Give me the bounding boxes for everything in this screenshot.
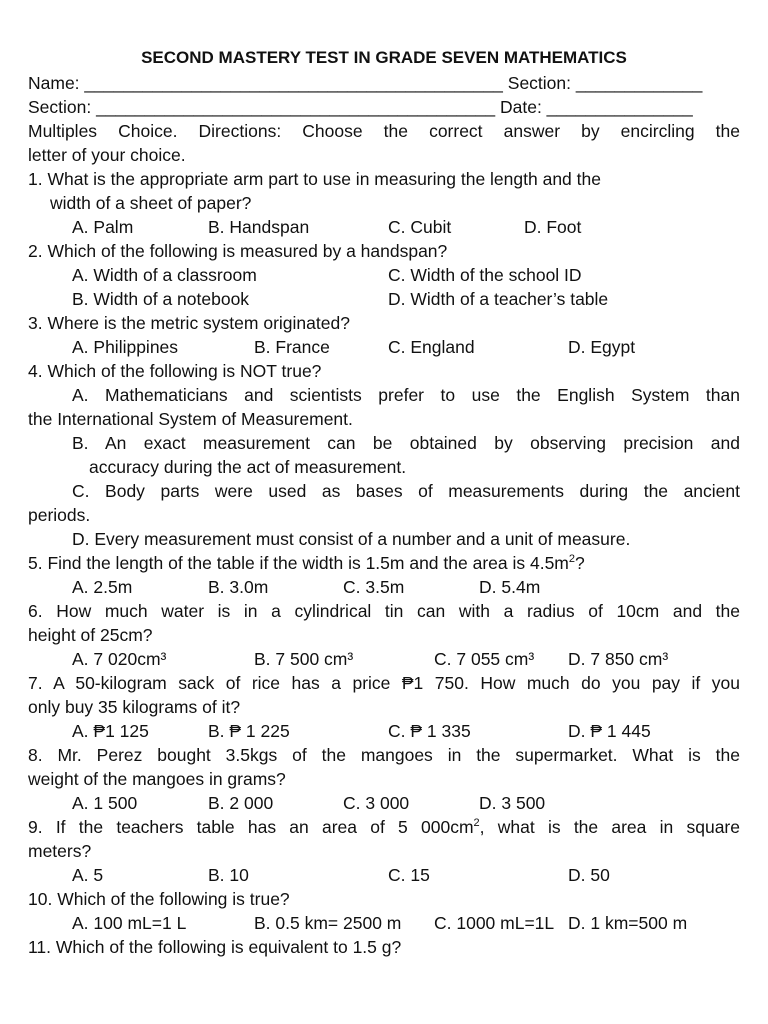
question-5-text: 5. Find the length of the table if the width is 1.5m and the area is 4.5m <box>28 553 569 573</box>
q6-choice-d[interactable]: D. 7 850 cm³ <box>568 649 669 669</box>
q8-choice-c[interactable]: C. 3 000 <box>343 793 410 813</box>
question-6-line-1: 6. How much water is in a cylindrical tin can with a radius of 10cm and the <box>28 601 740 621</box>
q5-choice-c[interactable]: C. 3.5m <box>343 577 405 597</box>
q4-choice-c-line-1[interactable]: C. Body parts were used as bases of measurements during the ancient <box>72 481 740 501</box>
q1-choice-c[interactable]: C. Cubit <box>388 217 452 237</box>
section-date-line: Section: _________________________________________ Date: _______________ <box>28 97 693 117</box>
q3-choice-d[interactable]: D. Egypt <box>568 337 636 357</box>
question-10-line-1: 10. Which of the following is true? <box>28 889 290 909</box>
q8-choice-d[interactable]: D. 3 500 <box>479 793 546 813</box>
directions-line-2: letter of your choice. <box>28 145 186 165</box>
q6-choice-a[interactable]: A. 7 020cm³ <box>72 649 167 669</box>
q8-choice-b[interactable]: B. 2 000 <box>208 793 274 813</box>
q10-choice-d[interactable]: D. 1 km=500 m <box>568 913 688 933</box>
q2-choice-c[interactable]: C. Width of the school ID <box>388 265 582 285</box>
question-9-line-2: meters? <box>28 841 92 861</box>
question-2-line-1: 2. Which of the following is measured by a handspan? <box>28 241 448 261</box>
q7-choice-b[interactable]: B. ₱ 1 225 <box>208 721 290 741</box>
q1-choice-b[interactable]: B. Handspan <box>208 217 310 237</box>
question-1-line-1: 1. What is the appropriate arm part to use in measuring the length and the <box>28 169 601 189</box>
question-8-line-1: 8. Mr. Perez bought 3.5kgs of the mangoes in the supermarket. What is the <box>28 745 740 765</box>
q4-choice-c-line-2: periods. <box>28 505 91 525</box>
q2-choice-b[interactable]: B. Width of a notebook <box>72 289 250 309</box>
q4-choice-b-line-1[interactable]: B. An exact measurement can be obtained by observing precision and <box>72 433 740 453</box>
squared-superscript: 2 <box>473 817 480 830</box>
question-5-line-1 <box>28 551 740 575</box>
q6-choice-b[interactable]: B. 7 500 cm³ <box>254 649 354 669</box>
q10-choice-c[interactable]: C. 1000 mL=1L <box>434 913 555 933</box>
question-4-line-1: 4. Which of the following is NOT true? <box>28 361 322 381</box>
name-section-line: Name: ___________________________________________ Section: _____________ <box>28 73 703 93</box>
question-5-end: ? <box>575 553 585 573</box>
q4-choice-a-line-1[interactable]: A. Mathematicians and scientists prefer to use the English System than <box>72 385 740 405</box>
question-6-line-2: height of 25cm? <box>28 625 153 645</box>
q3-choice-c[interactable]: C. England <box>388 337 475 357</box>
q7-choice-a[interactable]: A. ₱1 125 <box>72 721 149 741</box>
q2-choice-d[interactable]: D. Width of a teacher’s table <box>388 289 609 309</box>
q4-choice-a-line-2: the International System of Measurement. <box>28 409 353 429</box>
question-7-line-1: 7. A 50-kilogram sack of rice has a price ₱1 750. How much do you pay if you <box>28 673 740 693</box>
q7-choice-c[interactable]: C. ₱ 1 335 <box>388 721 471 741</box>
q5-choice-d[interactable]: D. 5.4m <box>479 577 541 597</box>
question-1-line-2: width of a sheet of paper? <box>50 193 252 213</box>
q2-choice-a[interactable]: A. Width of a classroom <box>72 265 257 285</box>
q3-choice-a[interactable]: A. Philippines <box>72 337 179 357</box>
q3-choice-b[interactable]: B. France <box>254 337 330 357</box>
question-9-end: , what is the area in square <box>479 817 740 837</box>
q4-choice-b-line-2: accuracy during the act of measurement. <box>89 457 407 477</box>
q5-choice-b[interactable]: B. 3.0m <box>208 577 269 597</box>
q9-choice-d[interactable]: D. 50 <box>568 865 610 885</box>
q10-choice-a[interactable]: A. 100 mL=1 L <box>72 913 187 933</box>
q1-choice-a[interactable]: A. Palm <box>72 217 134 237</box>
q1-choice-d[interactable]: D. Foot <box>524 217 582 237</box>
q10-choice-b[interactable]: B. 0.5 km= 2500 m <box>254 913 402 933</box>
q9-choice-a[interactable]: A. 5 <box>72 865 104 885</box>
q6-choice-c[interactable]: C. 7 055 cm³ <box>434 649 535 669</box>
q9-choice-b[interactable]: B. 10 <box>208 865 249 885</box>
page-title: SECOND MASTERY TEST IN GRADE SEVEN MATHEMATICS <box>141 48 627 67</box>
question-3-line-1: 3. Where is the metric system originated? <box>28 313 350 333</box>
directions-line-1: Multiples Choice. Directions: Choose the correct answer by encircling the <box>28 121 740 141</box>
q7-choice-d[interactable]: D. ₱ 1 445 <box>568 721 651 741</box>
question-11-line-1: 11. Which of the following is equivalent to 1.5 g? <box>28 937 402 957</box>
question-9-line-1 <box>28 815 740 839</box>
question-7-line-2: only buy 35 kilograms of it? <box>28 697 241 717</box>
squared-superscript: 2 <box>568 553 576 566</box>
q4-choice-d[interactable]: D. Every measurement must consist of a number and a unit of measure. <box>72 529 631 549</box>
q5-choice-a[interactable]: A. 2.5m <box>72 577 133 597</box>
q8-choice-a[interactable]: A. 1 500 <box>72 793 138 813</box>
question-8-line-2: weight of the mangoes in grams? <box>28 769 286 789</box>
q9-choice-c[interactable]: C. 15 <box>388 865 430 885</box>
question-9-text: 9. If the teachers table has an area of 5 000cm <box>28 817 474 837</box>
